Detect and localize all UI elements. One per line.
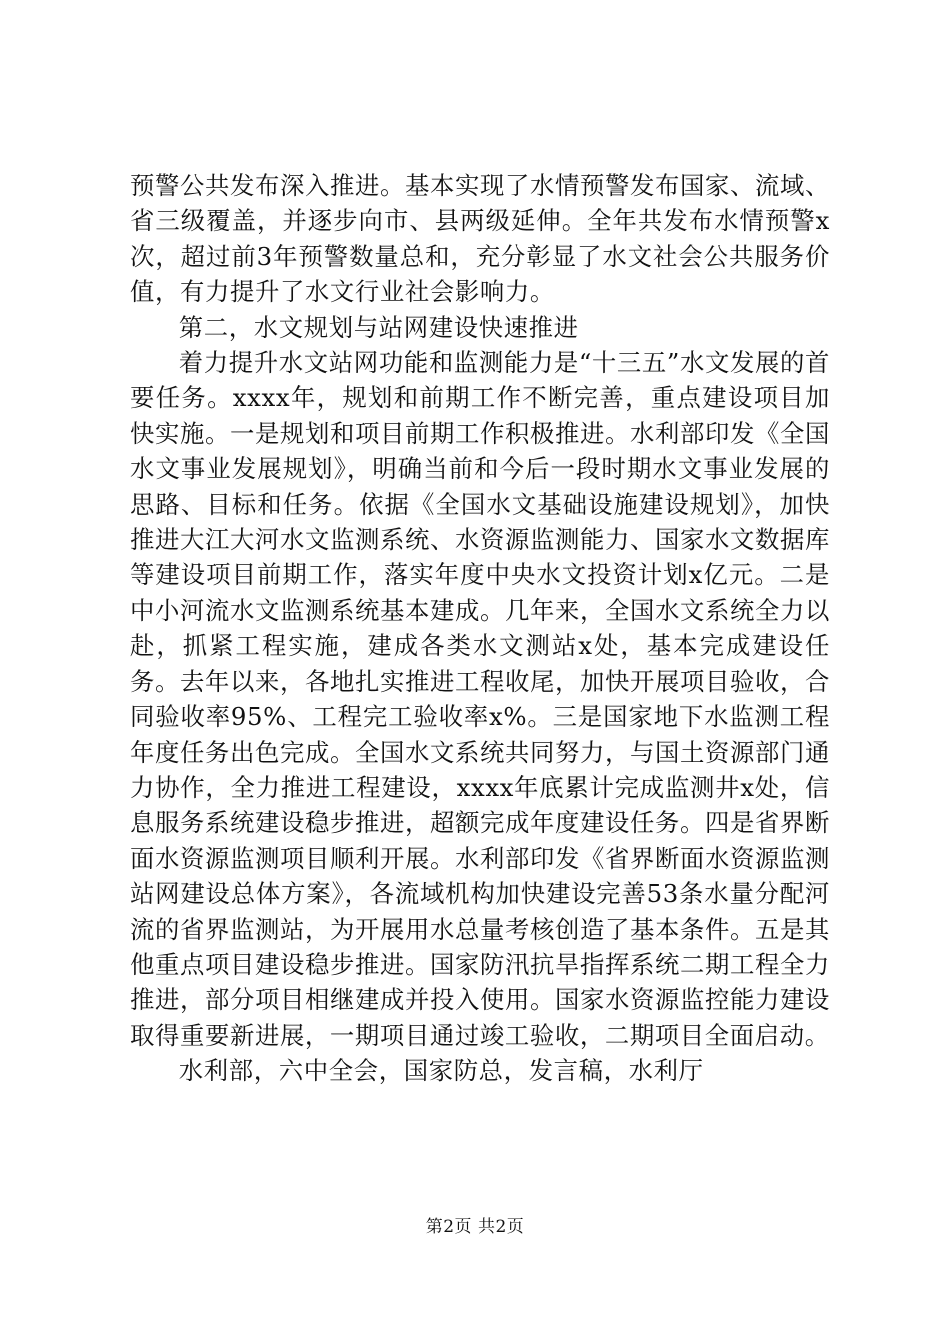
paragraph-main: 着力提升水文站网功能和监测能力是“十三五”水文发展的首要任务。xxxx年，规划和前期工作不断完善，重点建设项目加快实施。一是规划和项目前期工作积极推进。水利部印发《全国水文事业发展规划》，明确当前和今后一段时期水文事业发展的思路、目标和任务。依据《全国水文基础设施建设规划》，加快推进大江大河水文监测系统、水资源监测能力、国家水文数据库等建设项目前期工作，落实年度中央水文投资计划x亿元。二是中小河流水文监测系统基本建成。几年来，全国水文系统全力以赴，抓紧工程实施，建成各类水文测站x处，基本完成建设任务。去年以来，各地扎实推进工程收尾，加快开展项目验收，合同验收率95%、工程完工验收率x%。三是国家地下水监测工程年度任务出色完成。全国水文系统共同努力，与国土资源部门通力协作，全力推进工程建设，xxxx年底累计完成监测井x处，信息服务系统建设稳步推进，超额完成年度建设任务。四是省界断面水资源监测项目顺利开展。水利部印发《省界断面水资源监测站网建设总体方案》，各流域机构加快建设完善53条水量分配河流的省界监测站，为开展用水总量考核创造了基本条件。五是其他重点项目建设稳步推进。国家防汛抗旱指挥系统二期工程全力推进，部分项目相继建成并投入使用。国家水资源监控能力建设取得重要新进展，一期项目通过竣工验收，二期项目全面启动。 — [130, 348, 830, 1050]
page-footer: 第2页 共2页 — [425, 1217, 525, 1237]
keywords-line: 水利部，六中全会，国家防总，发言稿，水利厅 — [178, 1056, 704, 1086]
paragraph-continued: 预警公共发布深入推进。基本实现了水情预警发布国家、流域、省三级覆盖，并逐步向市、县两级延伸。全年共发布水情预警x次，超过前3年预警数量总和，充分彰显了水文社会公共服务价值，有力提升了水文行业社会影响力。 — [130, 171, 830, 307]
document-body — [130, 168, 830, 1089]
section-heading: 第二，水文规划与站网建设快速推进 — [178, 312, 579, 342]
